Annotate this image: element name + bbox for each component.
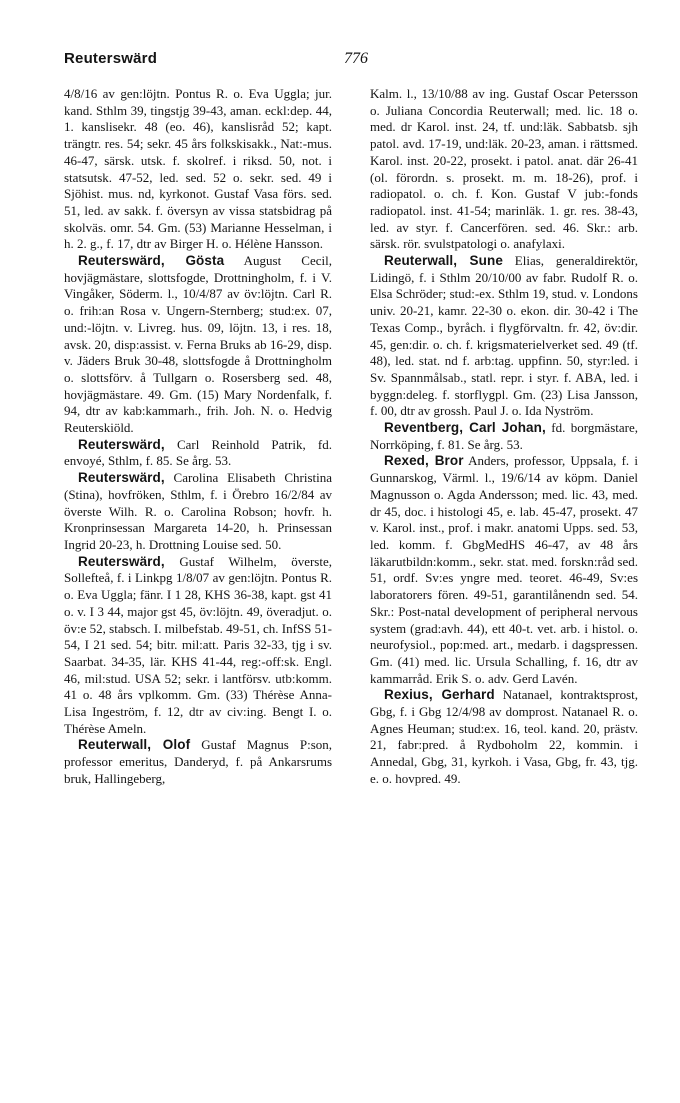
entry	[64, 470, 332, 554]
entry	[64, 437, 332, 470]
entry-text: 4/8/16 av gen:löjtn. Pontus R. o. Eva Uggla; jur. kand. Sthlm 39, tingstjg 39-43, aman. eckl:dep. 44, 1. kanslisekr. 48 (eo. 46), kanslisråd 52; kapt. trängtr. res. 54; sekr. 45 års folkskisakk., Nat:-mus. 46-47, särsk. utsk. f. skolref. i riksd. 50, not. i statsutsk. 47-52, led. sed. 52 o. sekr. sed. 49 i Sjöhist. mus. nd, kyrkonot. Gustaf Vasa förs. sed. 51, led. av sakk. f. översyn av vissa statsbidrag på skolväs. omr. 54. Gm. (53) Marianne Hesselman, i h. 2. g., f. 17, dtr av Birger H. o. Hélène Hansson.	[64, 86, 332, 252]
entry	[64, 253, 332, 437]
left-column	[64, 86, 332, 788]
entry-text: Kalm. l., 13/10/88 av ing. Gustaf Oscar Petersson o. Juliana Concordia Reuterwall; med. lic. 18 o. med. dr Karol. inst. 24, tf. und:läk. Sabbatsb. sjh patol. avd. 17-19, und:läk. 20-23, aman. i rättsmed. Karol. inst. 20-22, prosekt. i patol. anat. där 26-41 (ol. förordn. s. prosekt. m. m. 18-26), prof. i radiopatol. o. ch. f. Kon. Gustaf V jub:-fonds radiopatol. inst. 41-54; marinläk. 1. gr. res. 38-43, led. av styr. f. Cancerfören. sed. 46. Skr.: arb. särsk. rör. svulstpatologi o. anafylaxi.	[370, 86, 638, 252]
entry-text: Carolina Elisabeth Christina (Stina), hovfröken, Sthlm, f. i Örebro 16/2/84 av överste Wilh. R. o. Carolina Robson; hovfr. h. Kronprinsessan Margareta 14-20, h. Prinsessan Ingrid 20-23, h. Drottning Louise sed. 50.	[64, 470, 332, 552]
entry-name: Reventberg, Carl Johan,	[384, 420, 546, 436]
entry	[64, 86, 332, 253]
entry	[64, 737, 332, 787]
entry-text: August Cecil, hovjägmästare, slottsfogde, Drottningholm, f. i V. Vingåker, Söderm. l., 10/4/87 av öv:löjtn. Carl R. o. frih:an Rosa v. Ungern-Sternberg; stud:ex. 07, und:-löjtn. v. Livreg. hus. 09, löjtn. 13, i res. 18, avsk. 20, disp:assist. v. Ferna Bruks ab 16-29, disp. v. Jäders Bruk 30-48, slottsfogde å Drottningholm o. slottsförv. å Tullgarn o. Rosersberg sed. 48, hovjägmästare. 49. Gm. (15) Mary Nordenfalk, f. 94, dtr av kab:kammarh., frih. Joh. N. o. Hedvig Reuterskiöld.	[64, 253, 332, 436]
entry-name: Reuterwall, Sune	[384, 253, 503, 269]
entry	[370, 453, 638, 687]
entry-text: fd. borgmästare, Norrköping, f. 81. Se årg. 53.	[370, 420, 638, 452]
running-head: Reuterswärd	[64, 50, 158, 67]
entry-text: Carl Reinhold Patrik, fd. envoyé, Sthlm, f. 85. Se årg. 53.	[64, 436, 332, 469]
entry-name: Reuterwall, Olof	[78, 737, 191, 753]
entry-name: Reuterswärd,	[78, 553, 165, 569]
entry-text: Gustaf Magnus P:son, professor emeritus, Danderyd, f. på Ankarsrums bruk, Hallingeberg,	[64, 737, 332, 786]
entry-name: Reuterswärd,	[78, 470, 165, 486]
entry-name: Reuterswärd,	[78, 436, 165, 452]
page-header	[64, 50, 654, 74]
entry	[64, 554, 332, 738]
entry	[370, 687, 638, 787]
right-column	[370, 86, 638, 788]
entry-text: Gustaf Wilhelm, överste, Sollefteå, f. i Linkpg 1/8/07 av gen:löjtn. Pontus R. o. Eva Uggla; fänr. I 1 28, KHS 36-38, kapt. gst 41 o. v. I 3 44, major gst 45, öv:löjtn. 49, överadjut. o. öv:e 52, stabsch. I. milbefstab. 49-51, ch. InfSS 51-54, I 21 sed. 54; bitr. mil:att. Paris 32-33, tjg i sv. Saarbat. 34-35, lär. KHS 41-44, reg:-off:sk. Engl. 46, mil:stud. USA 52; sekr. i lantförsv. utb:komm. 41 o. 48 års vplkomm. Gm. (33) Thérèse Anna-Lisa Ingeström, f. 12, dtr av civ:ing. Bengt I. o. Thérèse Ameln.	[64, 553, 332, 736]
entry	[370, 253, 638, 420]
entry-name: Reuterswärd, Gösta	[78, 253, 225, 269]
entry-name: Rexius, Gerhard	[384, 687, 495, 703]
entry-name: Rexed, Bror	[384, 453, 464, 469]
entry-text: Anders, professor, Uppsala, f. i Gunnarskog, Värml. l., 19/6/14 av köpm. Daniel Magnusson o. Agda Andersson; med. lic. 43, med. dr 45, doc. i histologi 45, e. lab. 45-47, prosekt. 47 v. Karol. inst., prof. i makr. anatomi Upps. sed. 53, led. komm. f. GbgMedHS 46-47, av 48 års läkarutbildn:komm., sekr. stat. med. forskn:råd sed. 51, ordf. Sv:es yngre med. teoret. 46-49, Sv:es laboratorers fören. 49-51, garantilånendn sed. 54. Skr.: Post-natal development of peripheral nervous system (grad:avh. 44), ett 40-t. vet. arb. i histol. o. neurofysiol., pop:med. art., medarb. i dagspressen. Gm. (41) med. lic. Ursula Schalling, f. 16, dtr av kammarråd. Erik S. o. adv. Gerd Lavén.	[370, 453, 638, 686]
entry	[370, 86, 638, 253]
entry-text: Elias, generaldirektör, Lidingö, f. i Sthlm 20/10/00 av fabr. Rudolf R. o. Elsa Schröder; stud:-ex. Sthlm 19, stud. v. Londons univ. 20-21, kamr. 22-30 o. ekon. dir. 30-42 i The Texas Comp., byråch. i flygförvaltn. fr. 42, öv:dir. 45, gen:dir. o. ch. f. krigsmaterielverket sed. 49 (tf. 48), led. stat. nd f. arb:tag. uppfinn. 50, styr:led. i Sv. Spannmålsab., statl. repr. i styr. f. ABA, led. i byggn:deleg. f. storflygpl. Gm. (23) Lisa Jansson, f. 00, dtr av grossh. Paul J. o. Ida Nyström.	[370, 253, 638, 419]
entry	[370, 420, 638, 453]
page-number: 776	[344, 50, 368, 67]
entry-text: Natanael, kontraktsprost, Gbg, f. i Gbg 12/4/98 av domprost. Natanael R. o. Agnes Heuman; stud:ex. 16, teol. kand. 20, prästv. 21, fabr:pred. å Rydboholm 22, kommin. i Annedal, Gbg, 31, kyrkoh. i Vasa, Gbg, fr. 43, tjg. e. o. hovpred. 49.	[370, 687, 638, 786]
